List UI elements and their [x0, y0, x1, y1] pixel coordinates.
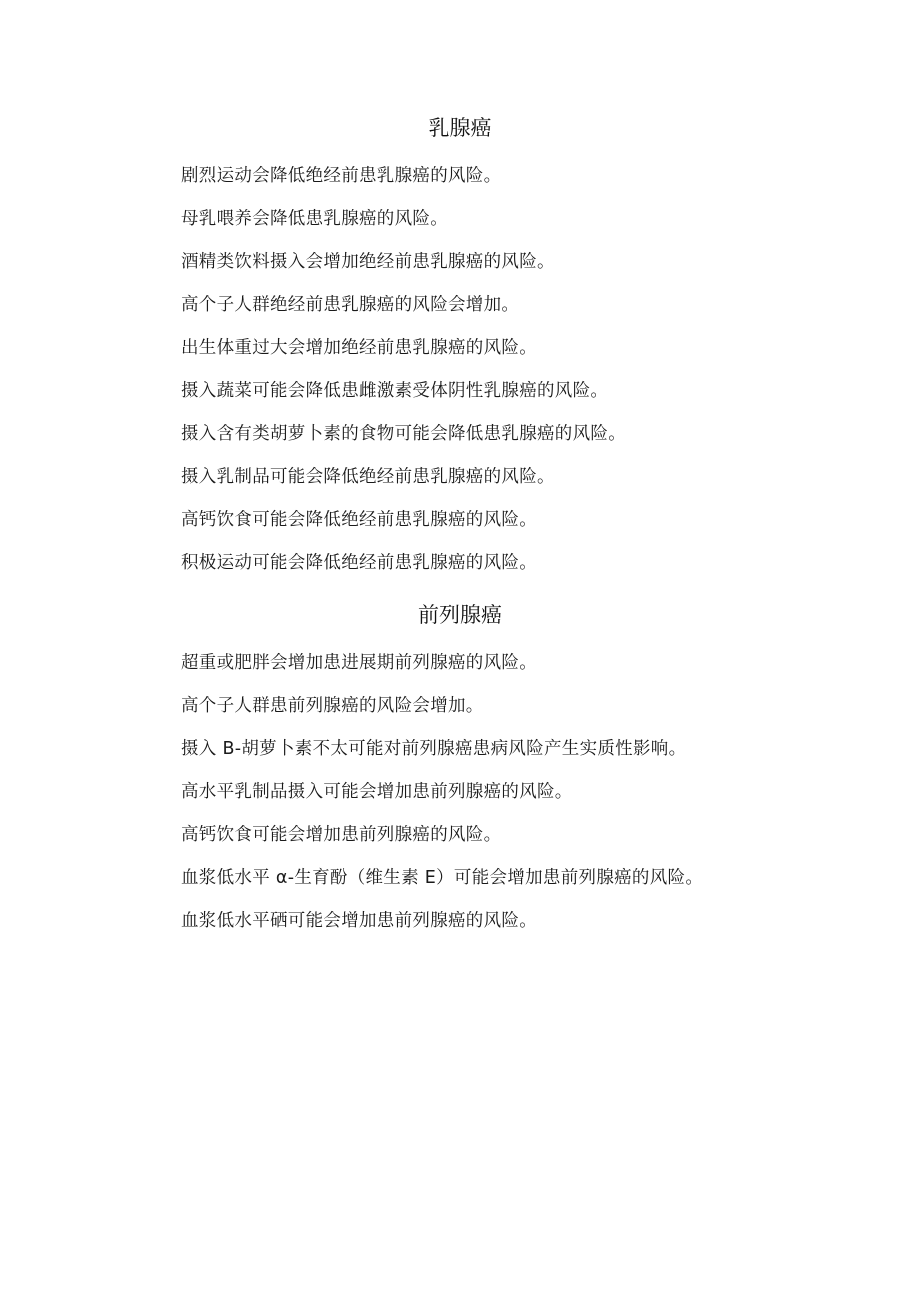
prostate-cancer-item: 高钙饮食可能会增加患前列腺癌的风险。 — [181, 825, 502, 845]
breast-cancer-item: 摄入蔬菜可能会降低患雌激素受体阴性乳腺癌的风险。 — [181, 381, 609, 401]
breast-cancer-item: 高个子人群绝经前患乳腺癌的风险会增加。 — [181, 295, 520, 315]
breast-cancer-item: 摄入含有类胡萝卜素的食物可能会降低患乳腺癌的风险。 — [181, 424, 626, 444]
prostate-cancer-item: 高个子人群患前列腺癌的风险会增加。 — [181, 696, 484, 716]
prostate-cancer-item: 高水平乳制品摄入可能会增加患前列腺癌的风险。 — [181, 782, 573, 802]
prostate-cancer-item: 超重或肥胖会增加患进展期前列腺癌的风险。 — [181, 653, 537, 673]
breast-cancer-item: 摄入乳制品可能会降低绝经前患乳腺癌的风险。 — [181, 467, 555, 487]
prostate-cancer-item: 血浆低水平硒可能会增加患前列腺癌的风险。 — [181, 911, 537, 931]
breast-cancer-item: 剧烈运动会降低绝经前患乳腺癌的风险。 — [181, 166, 502, 186]
breast-cancer-item: 母乳喂养会降低患乳腺癌的风险。 — [181, 209, 448, 229]
prostate-cancer-item: 血浆低水平 α-生育酚（维生素 E）可能会增加患前列腺癌的风险。 — [181, 868, 704, 888]
section-title-breast-cancer: 乳腺癌 — [428, 116, 492, 140]
breast-cancer-item: 积极运动可能会降低绝经前患乳腺癌的风险。 — [181, 553, 537, 573]
prostate-cancer-item: 摄入 B-胡萝卜素不太可能对前列腺癌患病风险产生实质性影响。 — [181, 739, 687, 759]
breast-cancer-item: 高钙饮食可能会降低绝经前患乳腺癌的风险。 — [181, 510, 537, 530]
section-title-prostate-cancer: 前列腺癌 — [418, 603, 502, 627]
breast-cancer-item: 出生体重过大会增加绝经前患乳腺癌的风险。 — [181, 338, 537, 358]
breast-cancer-item: 酒精类饮料摄入会增加绝经前患乳腺癌的风险。 — [181, 252, 555, 272]
